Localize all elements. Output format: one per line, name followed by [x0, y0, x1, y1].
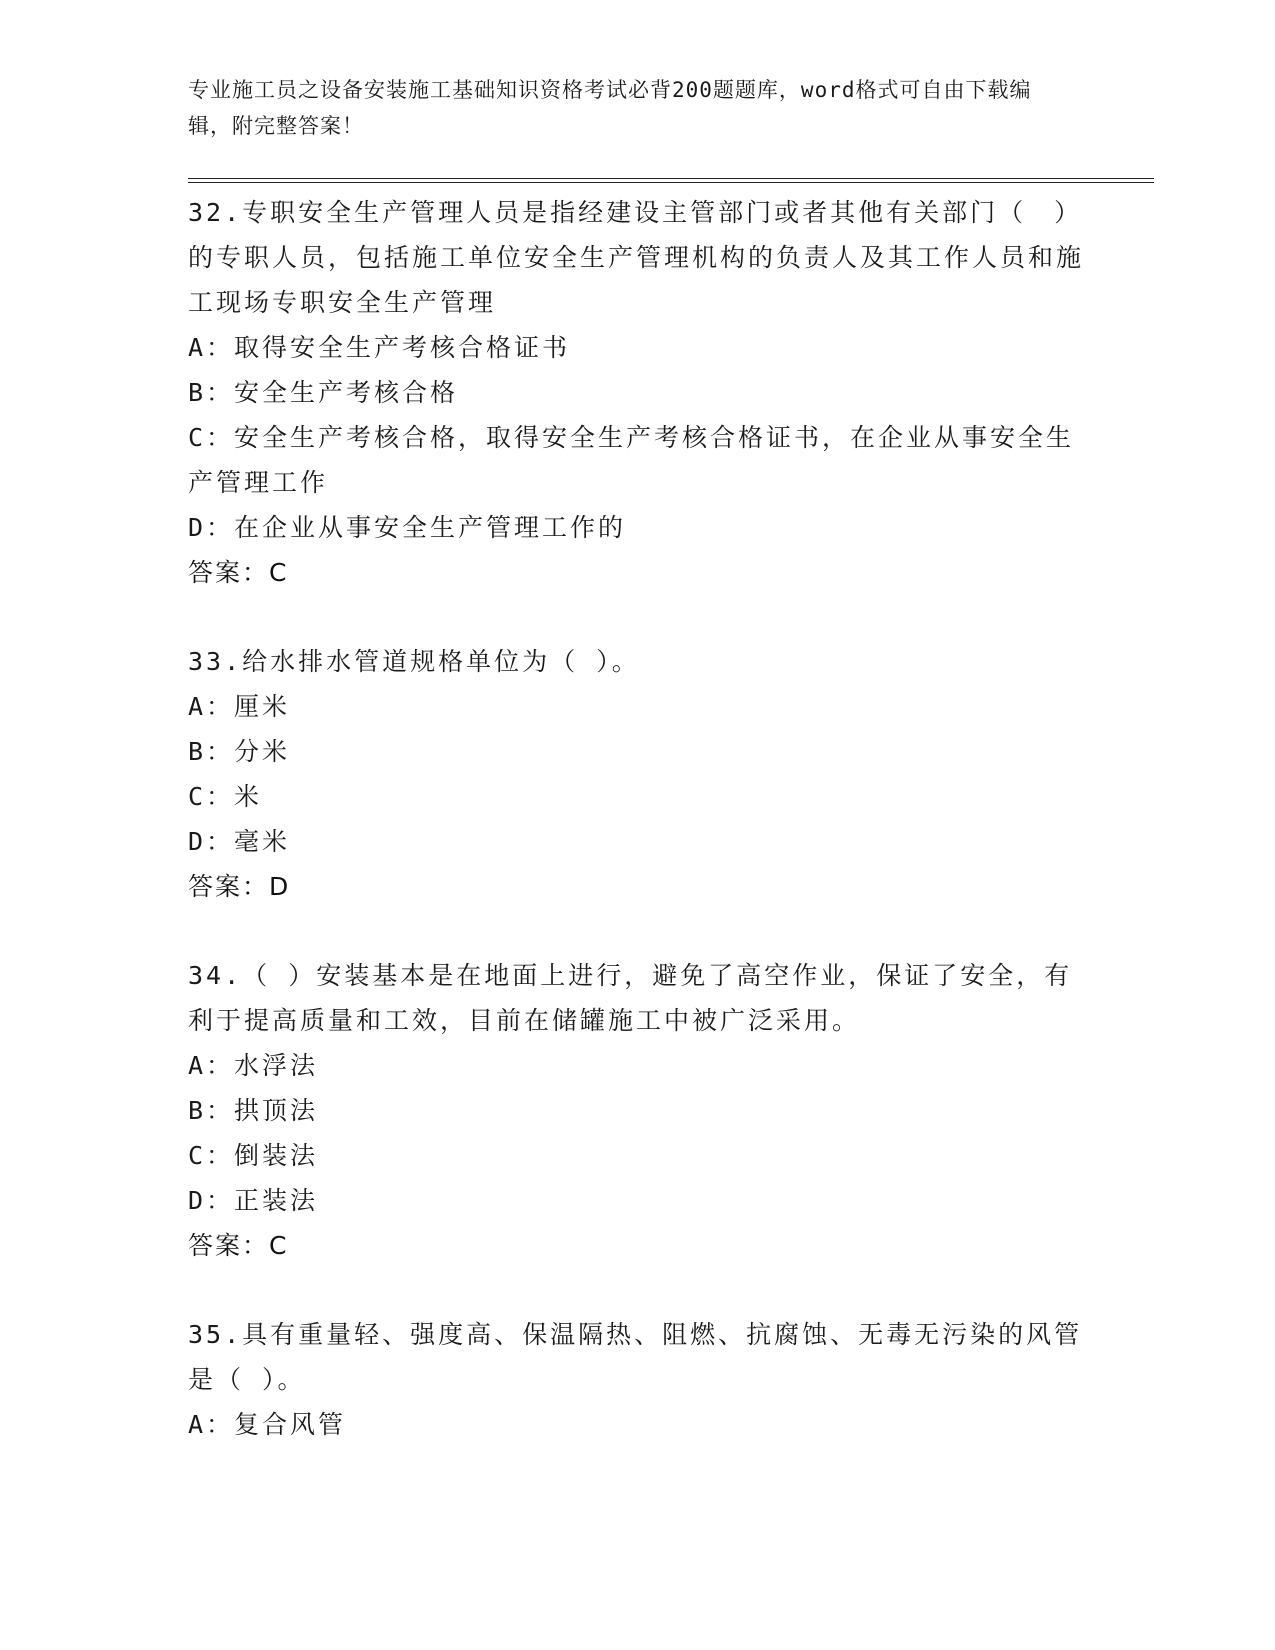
question-33	[188, 639, 1088, 909]
question-stem: 33.给水排水管道规格单位为（ ）。	[188, 647, 640, 676]
option-a: A：厘米	[188, 692, 291, 721]
question-32	[188, 190, 1088, 595]
question-list	[188, 190, 1088, 1447]
header-divider	[188, 178, 1154, 179]
question-35	[188, 1312, 1088, 1447]
answer: 答案：C	[188, 558, 289, 587]
option-d: D：正装法	[188, 1186, 319, 1215]
option-c: C：安全生产考核合格，取得安全生产考核合格证书，在企业从事安全生产管理工作	[188, 423, 1075, 497]
answer: 答案：D	[188, 872, 291, 901]
option-b: B：分米	[188, 737, 291, 766]
option-c: C：倒装法	[188, 1141, 319, 1170]
option-c: C：米	[188, 782, 263, 811]
option-b: B：拱顶法	[188, 1096, 319, 1125]
option-a: A：取得安全生产考核合格证书	[188, 333, 571, 362]
question-stem: 32.专职安全生产管理人员是指经建设主管部门或者其他有关部门（ ）的专职人员，包括施工单位安全生产管理机构的负责人及其工作人员和施工现场专职安全生产管理	[188, 198, 1085, 317]
question-34	[188, 953, 1088, 1268]
header-divider-second	[188, 182, 1154, 183]
question-stem: 35.具有重量轻、强度高、保温隔热、阻燃、抗腐蚀、无毒无污染的风管是（ ）。	[188, 1320, 1083, 1394]
option-a: A：复合风管	[188, 1410, 347, 1439]
option-d: D：毫米	[188, 827, 291, 856]
option-d: D：在企业从事安全生产管理工作的	[188, 513, 627, 542]
document-header: 专业施工员之设备安装施工基础知识资格考试必背200题题库，word格式可自由下载编辑，附完整答案！	[188, 78, 1032, 138]
answer: 答案：C	[188, 1231, 289, 1260]
option-b: B：安全生产考核合格	[188, 378, 459, 407]
option-a: A：水浮法	[188, 1051, 319, 1080]
question-stem: 34.（ ）安装基本是在地面上进行，避免了高空作业，保证了安全，有利于提高质量和工效，目前在储罐施工中被广泛采用。	[188, 961, 1073, 1035]
